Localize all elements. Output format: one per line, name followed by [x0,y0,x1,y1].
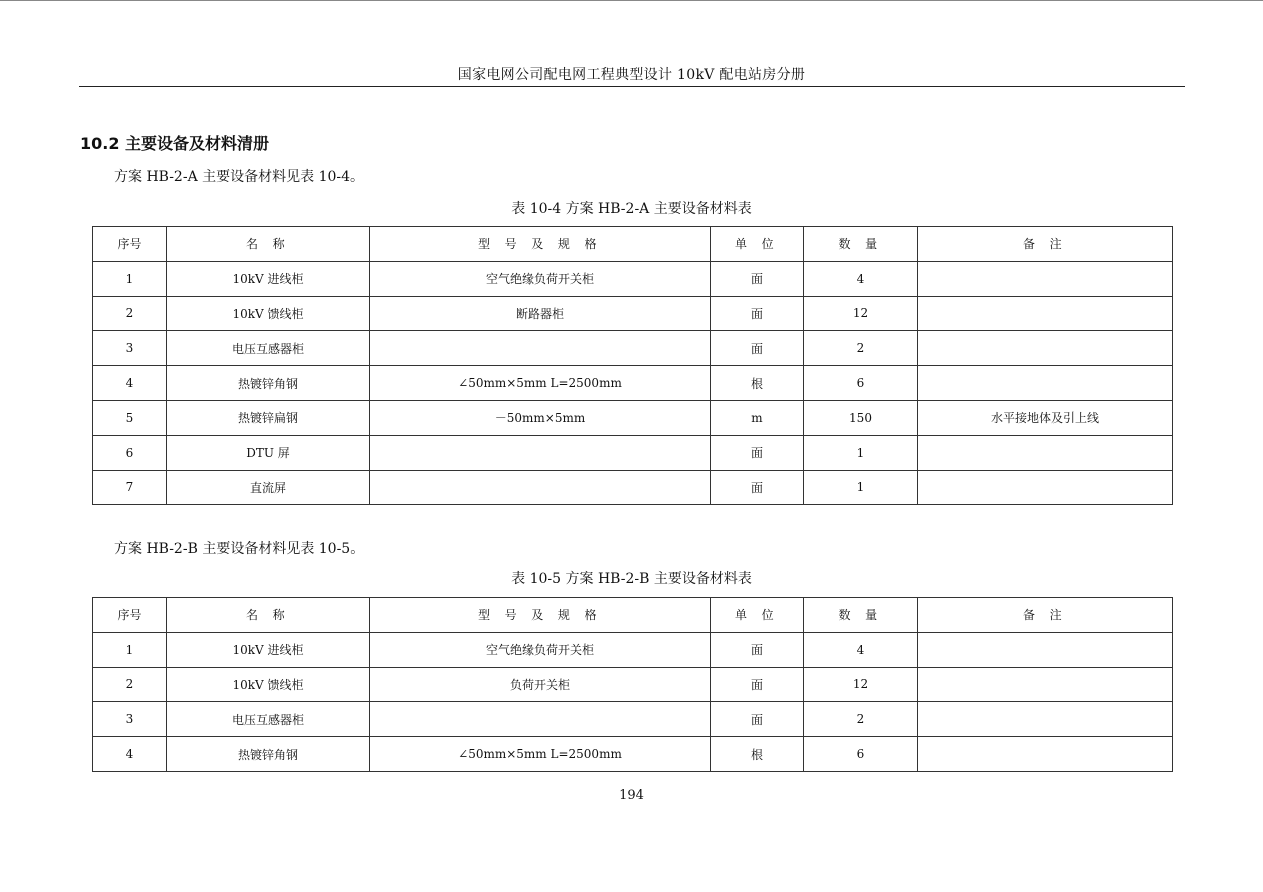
spec-cell [370,331,711,366]
table-header-row [93,598,1173,633]
quantity-cell: 2 [804,702,918,737]
row-index-cell: 6 [93,435,167,470]
unit-cell: m [711,400,804,435]
item-name-cell: DTU 屏 [167,435,370,470]
header-cell: 序号 [93,227,167,262]
item-name-cell: 电压互感器柜 [167,702,370,737]
quantity-cell: 2 [804,331,918,366]
spec-cell [370,435,711,470]
remark-cell [918,435,1173,470]
table-b-caption: 表 10-5 方案 HB-2-B 主要设备材料表 [511,571,752,587]
unit-cell: 面 [711,667,804,702]
table-a-caption: 表 10-4 方案 HB-2-A 主要设备材料表 [511,201,752,217]
row-index-cell: 4 [93,366,167,401]
header-cell: 名 称 [167,598,370,633]
table-row [93,667,1173,702]
paragraph-table-b-intro: 方案 HB-2-B 主要设备材料见表 10-5。 [114,541,365,557]
row-index-cell: 2 [93,667,167,702]
remark-cell [918,737,1173,772]
header-cell: 数 量 [804,227,918,262]
table-row [93,702,1173,737]
quantity-cell: 12 [804,667,918,702]
unit-cell: 面 [711,435,804,470]
table-row [93,737,1173,772]
item-name-cell: 热镀锌扁钢 [167,400,370,435]
item-name-cell: 10kV 馈线柜 [167,667,370,702]
row-index-cell: 3 [93,331,167,366]
unit-cell: 面 [711,702,804,737]
row-index-cell: 5 [93,400,167,435]
remark-cell [918,470,1173,505]
top-border [0,0,1263,1]
unit-cell: 根 [711,737,804,772]
header-cell: 型 号 及 规 格 [370,227,711,262]
quantity-cell: 150 [804,400,918,435]
spec-cell: 断路器柜 [370,296,711,331]
table-row [93,632,1173,667]
remark-cell [918,632,1173,667]
remark-cell [918,702,1173,737]
remark-cell [918,366,1173,401]
remark-cell [918,296,1173,331]
spec-cell: 负荷开关柜 [370,667,711,702]
header-cell: 备 注 [918,227,1173,262]
table-b [92,597,1173,772]
quantity-cell: 6 [804,366,918,401]
spec-cell: 空气绝缘负荷开关柜 [370,632,711,667]
remark-cell [918,667,1173,702]
paragraph-table-a-intro: 方案 HB-2-A 主要设备材料见表 10-4。 [114,169,365,185]
table-header-row [93,227,1173,262]
item-name-cell: 热镀锌角钢 [167,737,370,772]
table-row [93,470,1173,505]
table-row [93,435,1173,470]
header-cell: 单 位 [711,227,804,262]
spec-cell: ∠50mm×5mm L=2500mm [370,366,711,401]
table-a-body [93,261,1173,505]
row-index-cell: 4 [93,737,167,772]
unit-cell: 面 [711,632,804,667]
spec-cell: 空气绝缘负荷开关柜 [370,261,711,296]
item-name-cell: 直流屏 [167,470,370,505]
item-name-cell: 10kV 馈线柜 [167,296,370,331]
item-name-cell: 10kV 进线柜 [167,632,370,667]
page-number: 194 [619,788,644,803]
quantity-cell: 1 [804,435,918,470]
unit-cell: 面 [711,296,804,331]
unit-cell: 面 [711,470,804,505]
unit-cell: 面 [711,331,804,366]
item-name-cell: 10kV 进线柜 [167,261,370,296]
spec-cell: ∠50mm×5mm L=2500mm [370,737,711,772]
table-row [93,366,1173,401]
page-header: 国家电网公司配电网工程典型设计 10kV 配电站房分册 [457,67,806,83]
unit-cell: 根 [711,366,804,401]
header-cell: 序号 [93,598,167,633]
table-row [93,296,1173,331]
remark-cell: 水平接地体及引上线 [918,400,1173,435]
table-b-body [93,632,1173,771]
row-index-cell: 2 [93,296,167,331]
header-cell: 名 称 [167,227,370,262]
quantity-cell: 4 [804,632,918,667]
spec-cell [370,470,711,505]
unit-cell: 面 [711,261,804,296]
table-row [93,331,1173,366]
row-index-cell: 1 [93,632,167,667]
remark-cell [918,261,1173,296]
header-cell: 备 注 [918,598,1173,633]
table-row [93,261,1173,296]
row-index-cell: 7 [93,470,167,505]
spec-cell: －50mm×5mm [370,400,711,435]
table-row [93,400,1173,435]
quantity-cell: 12 [804,296,918,331]
item-name-cell: 电压互感器柜 [167,331,370,366]
table-a [92,226,1173,505]
spec-cell [370,702,711,737]
section-title: 10.2 主要设备及材料清册 [80,134,270,153]
remark-cell [918,331,1173,366]
quantity-cell: 4 [804,261,918,296]
row-index-cell: 1 [93,261,167,296]
item-name-cell: 热镀锌角钢 [167,366,370,401]
header-cell: 型 号 及 规 格 [370,598,711,633]
row-index-cell: 3 [93,702,167,737]
quantity-cell: 6 [804,737,918,772]
quantity-cell: 1 [804,470,918,505]
header-rule [79,86,1185,87]
header-cell: 单 位 [711,598,804,633]
header-cell: 数 量 [804,598,918,633]
